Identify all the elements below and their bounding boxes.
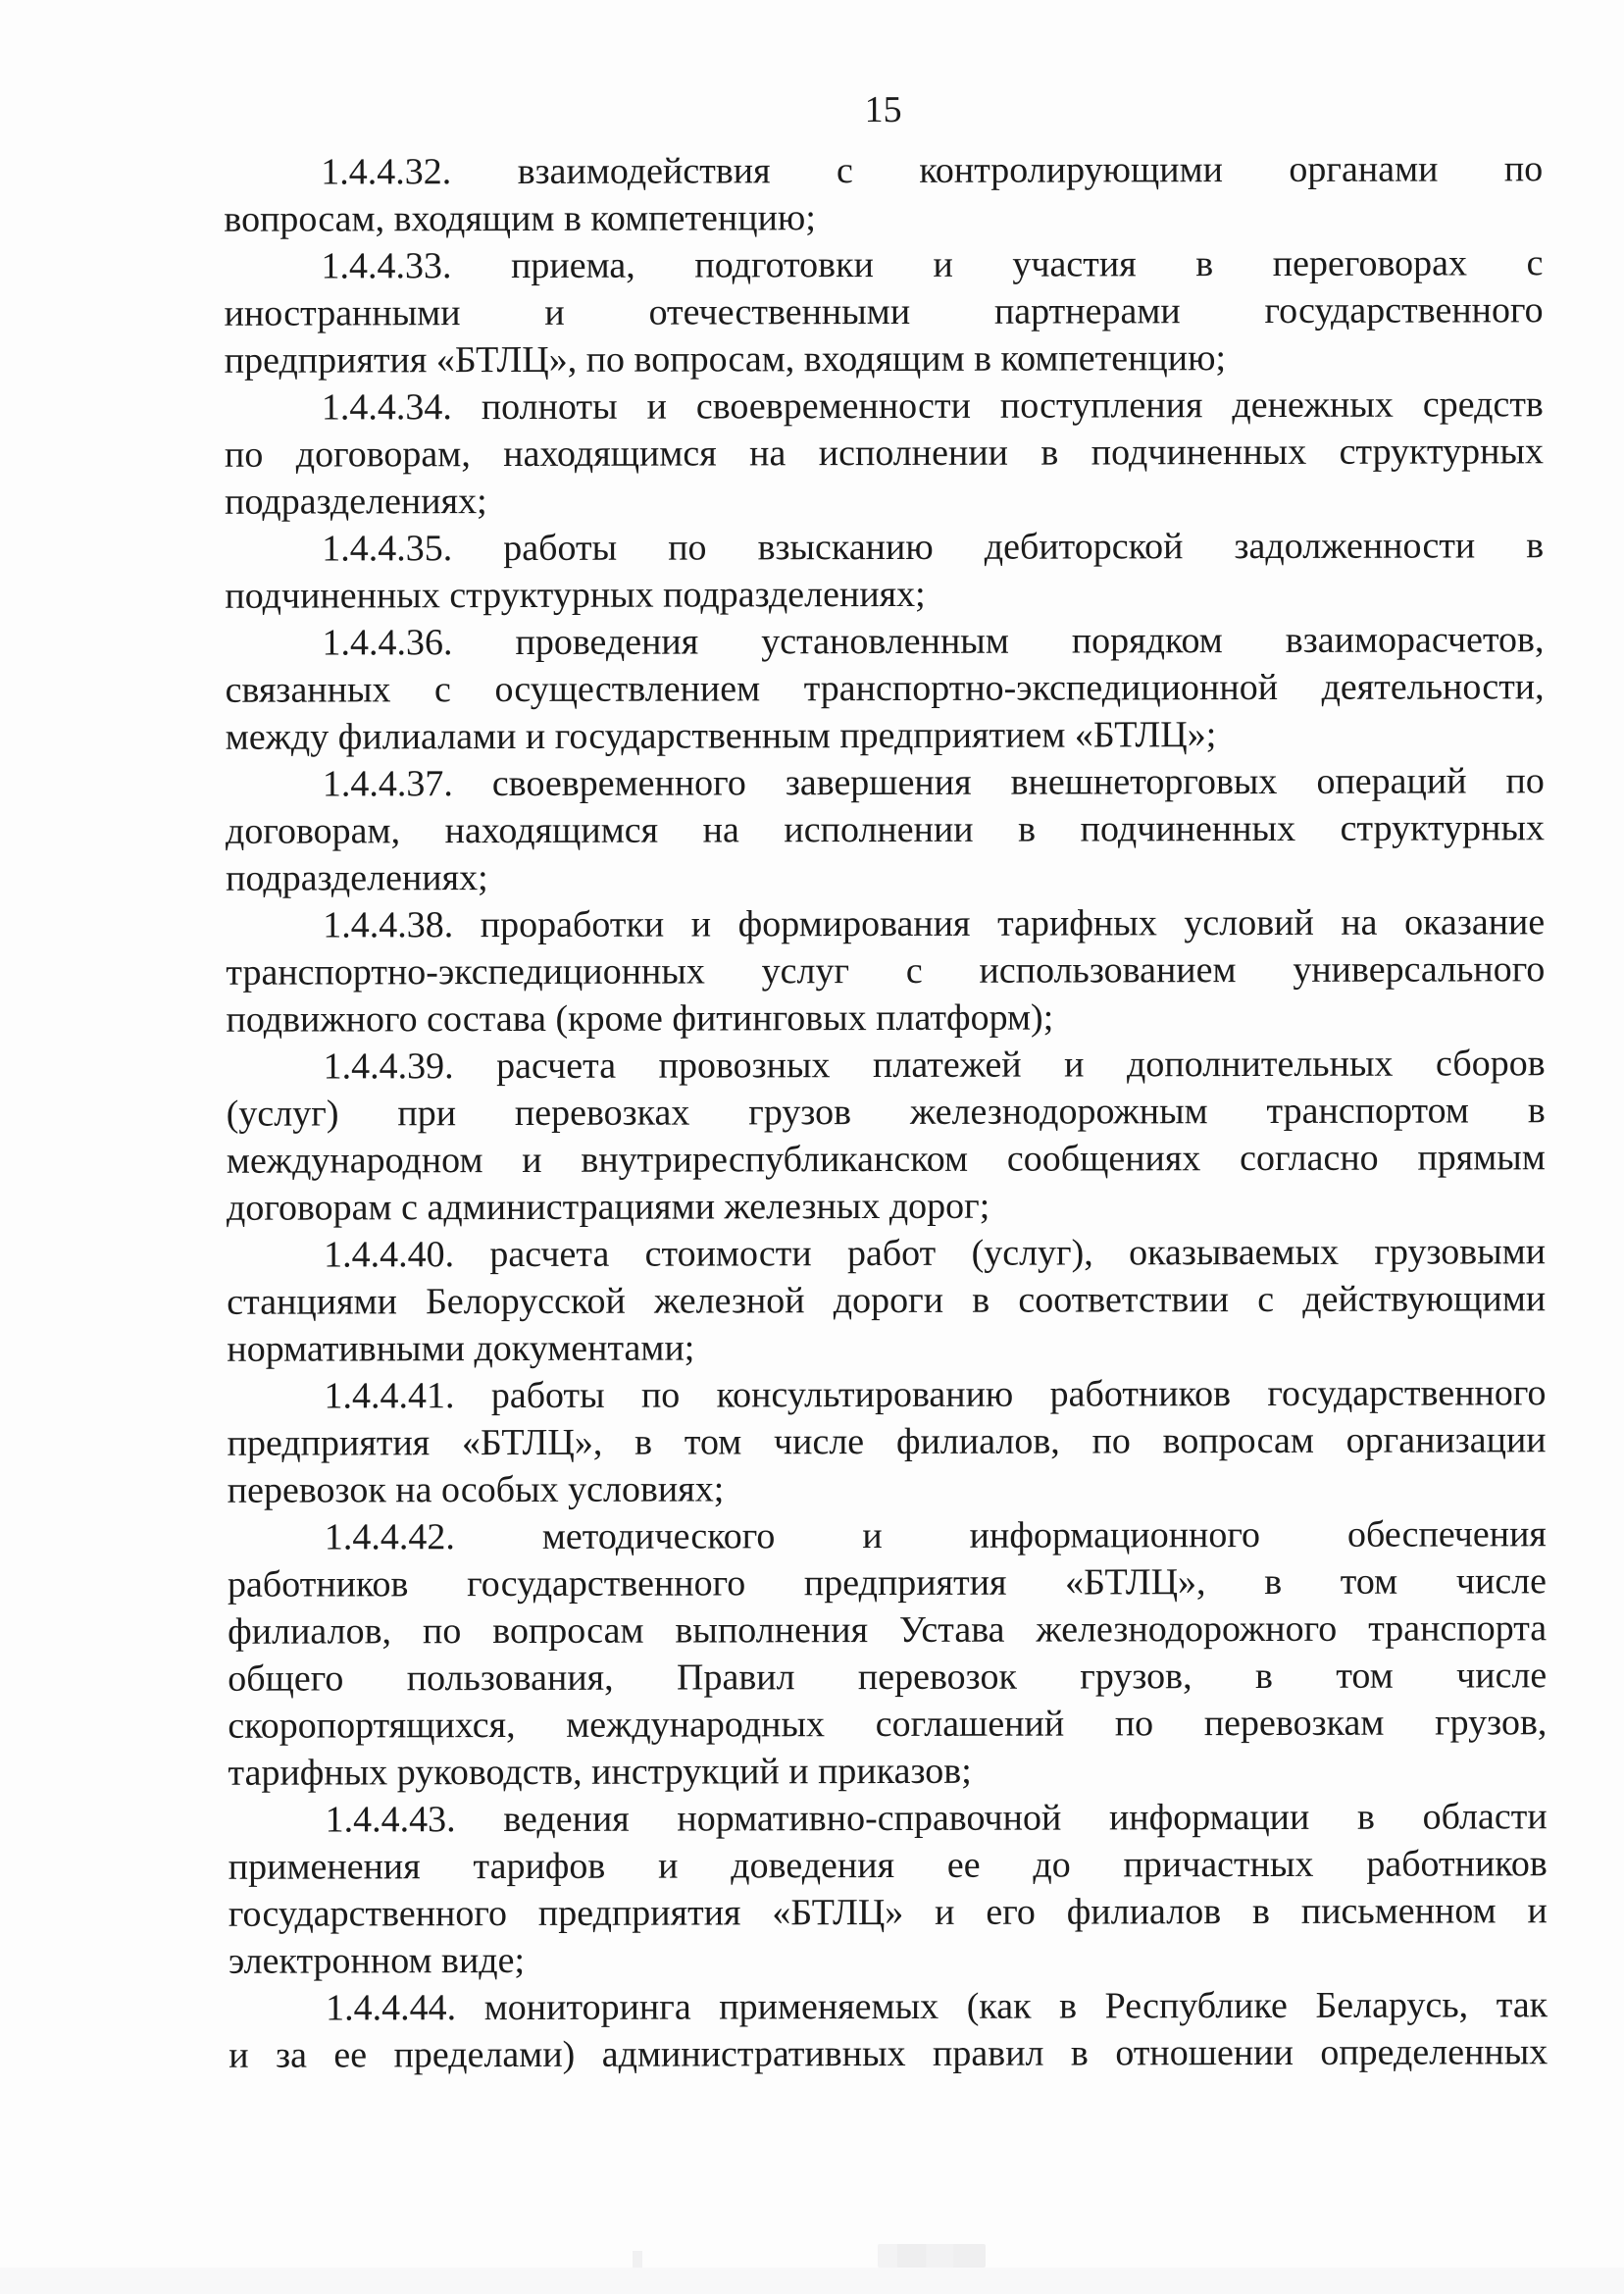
text-line: вопросам, входящим в компетенцию;: [224, 197, 816, 240]
text-line: договорам, находящимся на исполнении в подчиненных структурных: [225, 807, 1546, 852]
paragraph: [225, 616, 1544, 761]
paragraph: [224, 239, 1543, 384]
text-line: общего пользования, Правил перевозок грузов, в том числе: [228, 1655, 1548, 1700]
text-line: перевозок на особых условиях;: [227, 1468, 725, 1511]
text-line: скоропортящихся, международных соглашений по перевозкам грузов,: [228, 1702, 1548, 1747]
text-line: 1.4.4.42. методического и информационного обеспечения: [324, 1513, 1547, 1558]
text-line: предприятия «БТЛЦ», по вопросам, входящим в компетенцию;: [224, 337, 1227, 382]
text-line: 1.4.4.38. проработки и формирования тарифных условий на оказание: [323, 901, 1546, 946]
text-line: 1.4.4.41. работы по консультированию работников государственного: [324, 1372, 1547, 1417]
text-line: работников государственного предприятия «БТЛЦ», в том числе: [227, 1560, 1548, 1606]
text-line: 1.4.4.33. приема, подготовки и участия в переговорах с: [321, 242, 1544, 287]
text-line: станциями Белорусской железной дороги в соответствии с действующими: [227, 1278, 1547, 1323]
scan-artifact-band: [0, 2268, 1624, 2294]
text-line: и за ее пределами) административных правил в отношении определенных: [228, 2031, 1548, 2076]
text-line: 1.4.4.34. полноты и своевременности поступления денежных средств: [321, 383, 1544, 429]
text-line: 1.4.4.36. проведения установленным порядком взаиморасчетов,: [322, 619, 1545, 664]
paragraph: [227, 1369, 1546, 1514]
paragraph: [225, 381, 1544, 526]
text-line: (услуг) при перевозках грузов железнодорожным транспортом в: [226, 1090, 1546, 1135]
text-line: транспортно-экспедиционных услуг с использованием универсального: [226, 948, 1546, 994]
document-body: [224, 145, 1548, 2079]
scan-artifact: [878, 2244, 986, 2268]
text-line: 1.4.4.40. расчета стоимости работ (услуг), оказываемых грузовыми: [324, 1231, 1547, 1276]
text-line: 1.4.4.35. работы по взысканию дебиторской задолженности в: [322, 525, 1545, 570]
text-line: электронном виде;: [228, 1939, 526, 1982]
text-line: 1.4.4.44. мониторинга применяемых (как в Республике Беларусь, так: [326, 1984, 1548, 2029]
scan-artifact: [633, 2251, 642, 2268]
text-line: 1.4.4.37. своевременного завершения внешнеторговых операций по: [322, 760, 1545, 805]
text-line: подразделениях;: [226, 857, 488, 899]
text-line: по договорам, находящимся на исполнении в подчиненных структурных: [224, 431, 1545, 476]
paragraph: [226, 898, 1545, 1044]
text-line: подвижного состава (кроме фитинговых платформ);: [226, 996, 1054, 1041]
paragraph: [226, 757, 1545, 902]
paragraph: [227, 1228, 1546, 1373]
paragraph: [227, 1040, 1546, 1232]
text-line: 1.4.4.39. расчета провозных платежей и дополнительных сборов: [323, 1043, 1546, 1088]
text-line: иностранными и отечественными партнерами государственного: [224, 289, 1544, 334]
text-line: международном и внутриреспубликанском сообщениях согласно прямым: [226, 1137, 1546, 1182]
text-line: филиалов, по вопросам выполнения Устава железнодорожного транспорта: [228, 1607, 1548, 1653]
text-line: между филиалами и государственным предприятием «БТЛЦ»;: [225, 714, 1217, 758]
text-line: государственного предприятия «БТЛЦ» и его филиалов в письменном и: [228, 1890, 1548, 1935]
paragraph: [224, 145, 1543, 243]
paragraph: [228, 1981, 1548, 2079]
paragraph: [228, 1793, 1548, 1985]
text-line: 1.4.4.32. взаимодействия с контролирующими органами по: [321, 148, 1544, 193]
text-line: нормативными документами;: [227, 1327, 695, 1370]
text-block: [224, 84, 1548, 2079]
paragraph: [225, 522, 1544, 620]
text-line: предприятия «БТЛЦ», в том числе филиалов, по вопросам организации: [227, 1419, 1547, 1464]
text-line: подчиненных структурных подразделениях;: [225, 573, 926, 617]
text-line: применения тарифов и доведения ее до причастных работников: [228, 1843, 1548, 1888]
paragraph: [228, 1510, 1548, 1797]
text-line: 1.4.4.43. ведения нормативно-справочной информации в области: [325, 1796, 1548, 1841]
text-line: подразделениях;: [225, 481, 487, 523]
text-line: договорам с администрациями железных дорог;: [226, 1185, 990, 1229]
page-number: 15: [864, 88, 902, 131]
text-line: связанных с осуществлением транспортно-экспедиционной деятельности,: [225, 666, 1545, 711]
text-line: тарифных руководств, инструкций и приказов;: [228, 1750, 972, 1794]
